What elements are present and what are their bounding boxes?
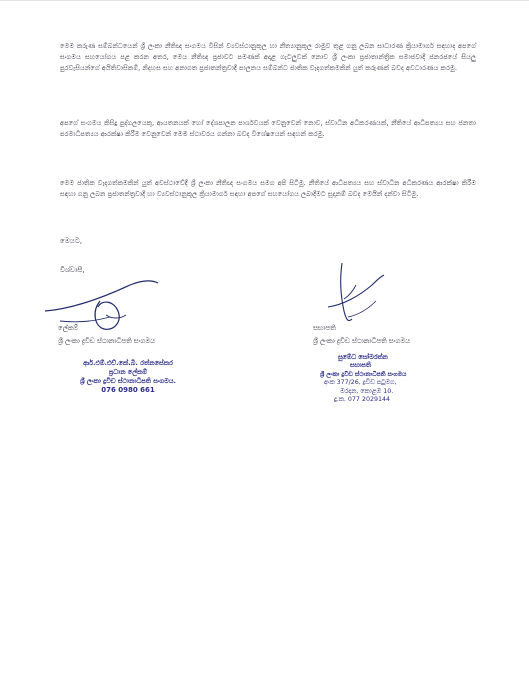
left-stamp-org: ශ්‍රී ලංකා ද්‍රවිඩ ස්ථානාධිපති සංගමය. <box>79 377 176 385</box>
left-org: ශ්‍රී ලංකා ද්‍රවිඩ ස්ථානාධිපති සංගමය <box>58 337 155 345</box>
right-role: සභාපති <box>313 324 336 332</box>
paragraph-1: මෙම කරුණ සම්බන්ධයෙන් ශ්‍රී ලංකා නීතිඥ සංගමය විසින් ව්‍යවස්ථානුකූල හා නීත්‍යානුකූල රාමුව තුළ ගනු ලබන සාධාරණ ක්‍රියාමාර්ග සඳහාද අපගේ සංගමය සහයෝගය පළ කරන අතර, මෙය නීතිඥ ප්‍රජාවට පමණක් අදාළ ගැටලුවක් නොව ශ්‍රී ලංකා ප්‍රජාතාන්ත්‍රික සමාජවාදී ජනරජයේ සියලු පුරවැසියන්ගේ අයිතිවාසිකම්, නිදහස සහ අනාගත ප්‍රජාතන්ත්‍රවාදී පාලනය සම්බන්ධ ජාතික වැදගත්කමකින් යුත් කරුණක් බවද අවධාරණය කරමු. <box>60 42 476 72</box>
right-stamp <box>320 354 450 404</box>
right-stamp-address-2: මරදාන, කොළඹ 10. <box>340 387 394 395</box>
closing-text: මෙයට, <box>60 237 83 245</box>
right-signature <box>318 259 388 329</box>
left-stamp-name: ආර්.එම්.එච්.කේ.බී. රත්නසේකර <box>83 359 173 367</box>
left-role: ලේකම් <box>58 324 79 332</box>
left-stamp <box>78 359 178 395</box>
paragraph-2: අපගේ සංගමය කිසිදු පුද්ගලයෙකු, ආයතනයක් හෝ දේශපාලන පාර්ශවයක් වෙනුවෙන් නොව, ස්වාධීන අධිකරණයක්, නීතියේ ආධිපත්‍යය සහ ජනතා පරමාධිපත්‍යය ආරක්ෂා කිරීම වෙනුවෙන් මෙම ස්ථාවරය ගන්නා බවද විශේෂයෙන් සඳහන් කරමු. <box>60 119 476 138</box>
right-stamp-address-1: අංක 377/26, ද්‍රවිඩ පටුමග, <box>324 379 397 387</box>
right-org: ශ්‍රී ලංකා ද්‍රවිඩ ස්ථානාධිපති සංගමය <box>313 337 410 345</box>
right-stamp-org: ශ්‍රී ලංකා ද්‍රවිඩ ස්ථානාධිපති සංගමය <box>320 370 407 378</box>
signoff-text: විශ්වාසී, <box>60 266 85 274</box>
left-stamp-phone: 076 0980 661 <box>101 386 155 394</box>
right-stamp-name: සුමේධ සෝමරත්න <box>338 354 388 361</box>
right-stamp-title: සභාපති <box>350 362 371 370</box>
paragraph-3: මෙම ජාතික වැදගත්කමකින් යුත් අවස්ථාවේදී ශ්‍රී ලංකා නීතිඥ සංගමය සමග අපි සිටිමු. නීතියේ ආධිපත්‍යය සහ ස්වාධීන අධිකරණය ආරක්ෂා කිරීම සඳහා ගනු ලබන ප්‍රජාතන්ත්‍රවාදී හා ව්‍යවස්ථානුකූල ක්‍රියාමාර්ග සඳහා අපගේ සහයෝගය ලබාදීමට සූදානම් බවද මෙයින් දන්වා සිටිමු. <box>60 179 476 198</box>
left-stamp-title: ප්‍රධාන ලේකම් <box>108 368 148 376</box>
right-stamp-phone: දු.ක. 077 2029144 <box>334 396 390 404</box>
